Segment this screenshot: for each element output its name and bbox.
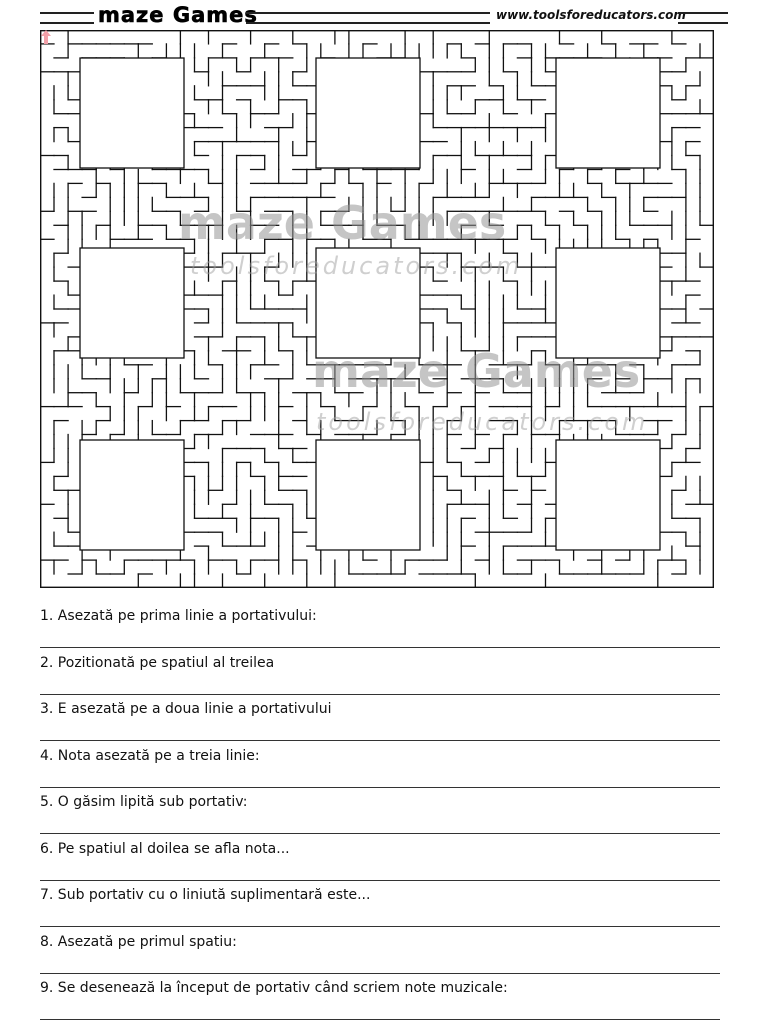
maze-grid bbox=[40, 30, 714, 588]
answer-box[interactable] bbox=[316, 58, 420, 168]
maze-puzzle bbox=[40, 30, 714, 588]
question-item bbox=[40, 786, 720, 833]
question-text: 7. Sub portativ cu o liniută suplimentară este... bbox=[40, 887, 371, 903]
watermark-site: toolsforeducators.com bbox=[190, 252, 523, 280]
question-item bbox=[40, 926, 720, 973]
header-rule-middle bbox=[246, 12, 490, 24]
watermark-site: toolsforeducators.com bbox=[316, 408, 649, 436]
question-text: 3. E asezată pe a doua linie a portativului bbox=[40, 701, 332, 717]
question-text: 5. O găsim lipită sub portativ: bbox=[40, 794, 248, 810]
answer-box[interactable] bbox=[80, 440, 184, 550]
question-item bbox=[40, 740, 720, 787]
answer-box[interactable] bbox=[556, 248, 660, 358]
question-item bbox=[40, 693, 720, 740]
watermark-logo: maze Games bbox=[178, 196, 507, 250]
answer-box[interactable] bbox=[556, 58, 660, 168]
header-rule-right bbox=[678, 12, 728, 24]
question-text: 1. Asezată pe prima linie a portativului: bbox=[40, 608, 317, 624]
answer-box[interactable] bbox=[316, 440, 420, 550]
answer-box[interactable] bbox=[80, 58, 184, 168]
question-item bbox=[40, 972, 720, 1019]
answer-box[interactable] bbox=[316, 248, 420, 358]
question-item bbox=[40, 600, 720, 647]
watermark-logo: maze Games bbox=[312, 344, 641, 398]
question-item bbox=[40, 647, 720, 694]
questions-list bbox=[40, 600, 720, 1019]
answer-box[interactable] bbox=[80, 248, 184, 358]
header-rule-left bbox=[40, 12, 94, 24]
start-arrow-icon bbox=[40, 30, 52, 44]
question-text: 2. Pozitionată pe spatiul al treilea bbox=[40, 654, 275, 671]
question-text: 6. Pe spatiul al doilea se afla nota... bbox=[40, 840, 290, 857]
question-item bbox=[40, 879, 720, 926]
page-header bbox=[40, 4, 728, 30]
question-text: 9. Se desenează la început de portativ când scriem note muzicale: bbox=[40, 980, 508, 996]
question-text: 4. Nota asezată pe a treia linie: bbox=[40, 747, 260, 764]
answer-box[interactable] bbox=[556, 440, 660, 550]
answer-line[interactable] bbox=[40, 1019, 720, 1020]
question-text: 8. Asezată pe primul spatiu: bbox=[40, 933, 237, 950]
site-url: www.toolsforeducators.com bbox=[496, 8, 686, 22]
maze-games-logo: maze Games bbox=[98, 3, 258, 27]
question-item bbox=[40, 833, 720, 880]
